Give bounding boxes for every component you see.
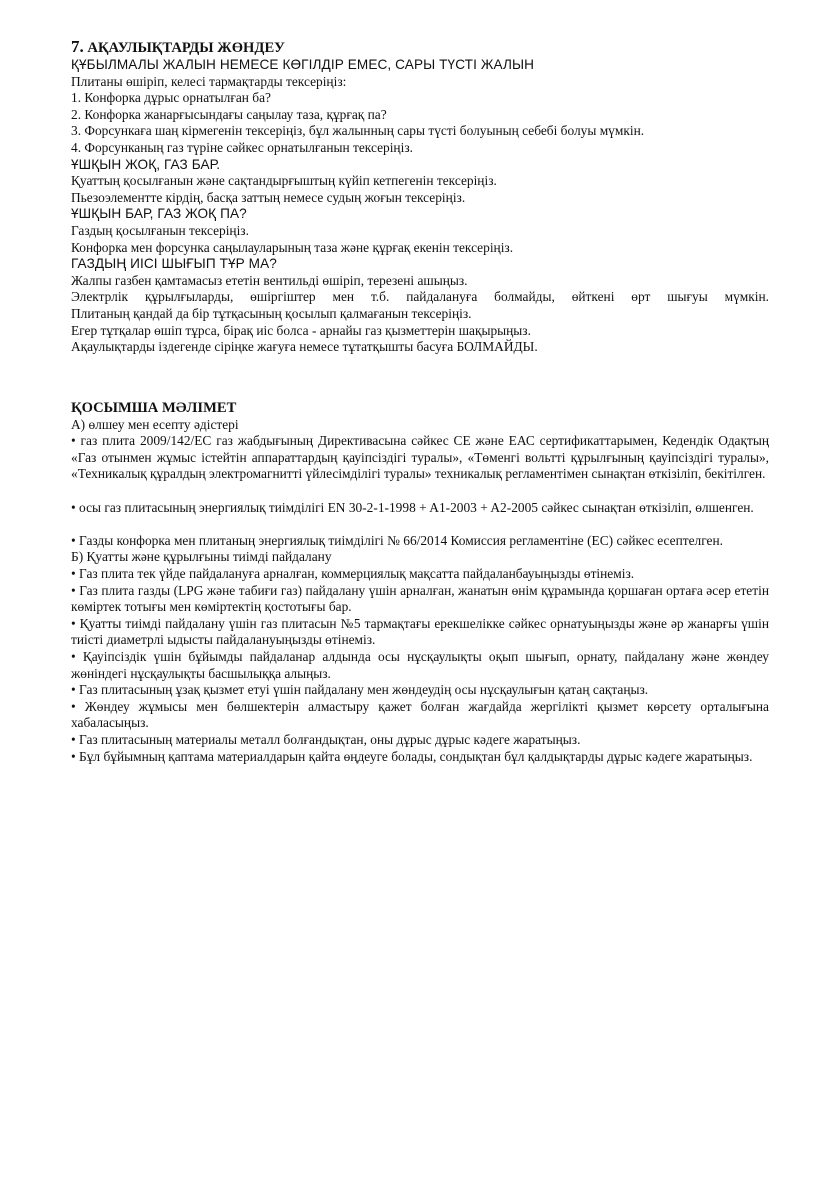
text-line: Жалпы газбен қамтамасыз ететін вентильді өшіріп, терезені ашыңыз. bbox=[71, 272, 468, 288]
text-line: 3. Форсункаға шаң кірмегенін тексеріңіз, бұл жалынның сары түсті болуының себебі болуы мүмкін. bbox=[71, 123, 645, 139]
text-line: 1. Конфорка дұрыс орнатылған ба? bbox=[71, 90, 272, 106]
section-number: 7. bbox=[71, 37, 84, 56]
text-line: Плитаның қандай да бір тұтқасының қосылып қалмағанын тексеріңіз. bbox=[71, 305, 472, 321]
text-line: Пьезоэлементте кірдің, басқа заттың немесе судың жоғын тексеріңіз. bbox=[71, 189, 466, 205]
bullet-item: • осы газ плитасының энергиялық тиімділігі EN 30-2-1-1998 + A1-2003 + A2-2005 сәйкес сынақтан өткізіліп, өлшенген. bbox=[71, 499, 754, 515]
text-line: Ақаулықтарды іздегенде сіріңке жағуға немесе тұтатқышты басуға БОЛМАЙДЫ. bbox=[71, 339, 538, 355]
bullet-item: • Газды конфорка мен плитаның энергиялық тиімділігі № 66/2014 Комиссия регламентіне (ЕС) сәйкес есептелген. bbox=[71, 532, 724, 548]
section-title-text: АҚАУЛЫҚТАРДЫ ЖӨНДЕУ bbox=[87, 40, 285, 56]
text-line: 4. Форсунканың газ түріне сәйкес орнатылғанын тексеріңіз. bbox=[71, 139, 413, 155]
text-line: Қуаттың қосылғанын және сақтандырғыштың күйіп кетпегенін тексеріңіз. bbox=[71, 173, 497, 189]
additional-info-title: ҚОСЫМША МӘЛІМЕТ bbox=[71, 399, 237, 416]
text-line: Егер тұтқалар өшіп тұрса, бірақ иіс болса - арнайы газ қызметтерін шақырыңыз. bbox=[71, 322, 531, 338]
bullet-item: • Бұл бұйымның қаптама материалдарын қайта өңдеуге болады, сондықтан бұл қалдықтарды дұрыс кәдеге жаратыңыз. bbox=[71, 748, 753, 764]
text-line: Электрлік құрылғыларды, өшіргіштер мен т.б. пайдалануға болмайды, өйткені өрт шығуы мүмкін. bbox=[71, 289, 769, 305]
text-line: Плитаны өшіріп, келесі тармақтарды тексеріңіз: bbox=[71, 73, 347, 89]
bullet-item: • Газ плитасының ұзақ қызмет етуі үшін пайдалану мен жөндеудің осы нұсқаулығын қатаң сақтаңыз. bbox=[71, 682, 649, 698]
bullet-item: • Қауіпсіздік үшін бұйымды пайдаланар алдында осы нұсқаулықты оқып шығып, орнату, пайдалану және жөндеу жөніндегі нұсқаулықты басшылыққа алыңыз. bbox=[71, 649, 769, 681]
bullet-item: • Газ плита газды (LPG және табиғи газ) пайдалану үшін арналған, жанатын өнім құрамында қоршаған ортаға әсер ететін көміртек тотығы мен көміртектің қостотығы бар. bbox=[71, 582, 769, 615]
block-heading: ҰШҚЫН ЖОҚ, ГАЗ БАР. bbox=[71, 156, 221, 172]
block-heading: ҰШҚЫН БАР, ГАЗ ЖОҚ ПА? bbox=[71, 206, 247, 222]
text-line: Газдың қосылғанын тексеріңіз. bbox=[71, 222, 249, 238]
block-heading: ҚҰБЫЛМАЛЫ ЖАЛЫН НЕМЕСЕ КӨГІЛДІР ЕМЕС, САРЫ ТҮСТІ ЖАЛЫН bbox=[71, 57, 535, 72]
document-page bbox=[71, 38, 769, 765]
subsection-a-heading: А) өлшеу мен есепту әдістері bbox=[71, 416, 239, 432]
bullet-item: • Газ плита тек үйде пайдалануға арналған, коммерциялық мақсатта пайдаланбауыңызды өтінеміз. bbox=[71, 566, 635, 582]
bullet-item: • газ плита 2009/142/ЕС газ жабдығының Директивасына сәйкес СЕ және ЕАС сертификаттарымен, Кедендік Одақтың «Газ отынмен жұмыс істейтін аппараттардың қауіпсіздігі туралы», «Төменгі вольтті құрылғының қауіпсіздігі туралы», «Техникалық құралдың электромагнитті үйлесімділігі туралы» техникалық регламентімен сынақтан өткізіліп, бекітілген. bbox=[71, 433, 769, 482]
text-line: Конфорка мен форсунка саңылауларының таза және құрғақ екенін тексеріңіз. bbox=[71, 239, 514, 255]
bullet-item: • Қуатты тиімді пайдалану үшін газ плитасын №5 тармақтағы ерекшелікке сәйкес орнатуыңызды және әр жанарғы үшін тиісті диаметрлі ыдысты пайдалануыңызды өтінеміз. bbox=[71, 615, 769, 648]
section-7-title bbox=[71, 38, 769, 57]
subsection-b-heading: Б) Қуатты және құрылғыны тиімді пайдалану bbox=[71, 549, 332, 565]
block-heading: ГАЗДЫҢ ИІСІ ШЫҒЫП ТҰР МА? bbox=[71, 256, 277, 272]
bullet-item: • Газ плитасының материалы металл болғандықтан, оны дұрыс дұрыс кәдеге жаратыңыз. bbox=[71, 731, 581, 747]
text-line: 2. Конфорка жанарғысындағы саңылау таза, құрғақ па? bbox=[71, 106, 387, 122]
bullet-item: • Жөндеу жұмысы мен бөлшектерін алмастыру қажет болған жағдайда жергілікті қызмет көрсету орталығына хабаласыңыз. bbox=[71, 698, 769, 731]
